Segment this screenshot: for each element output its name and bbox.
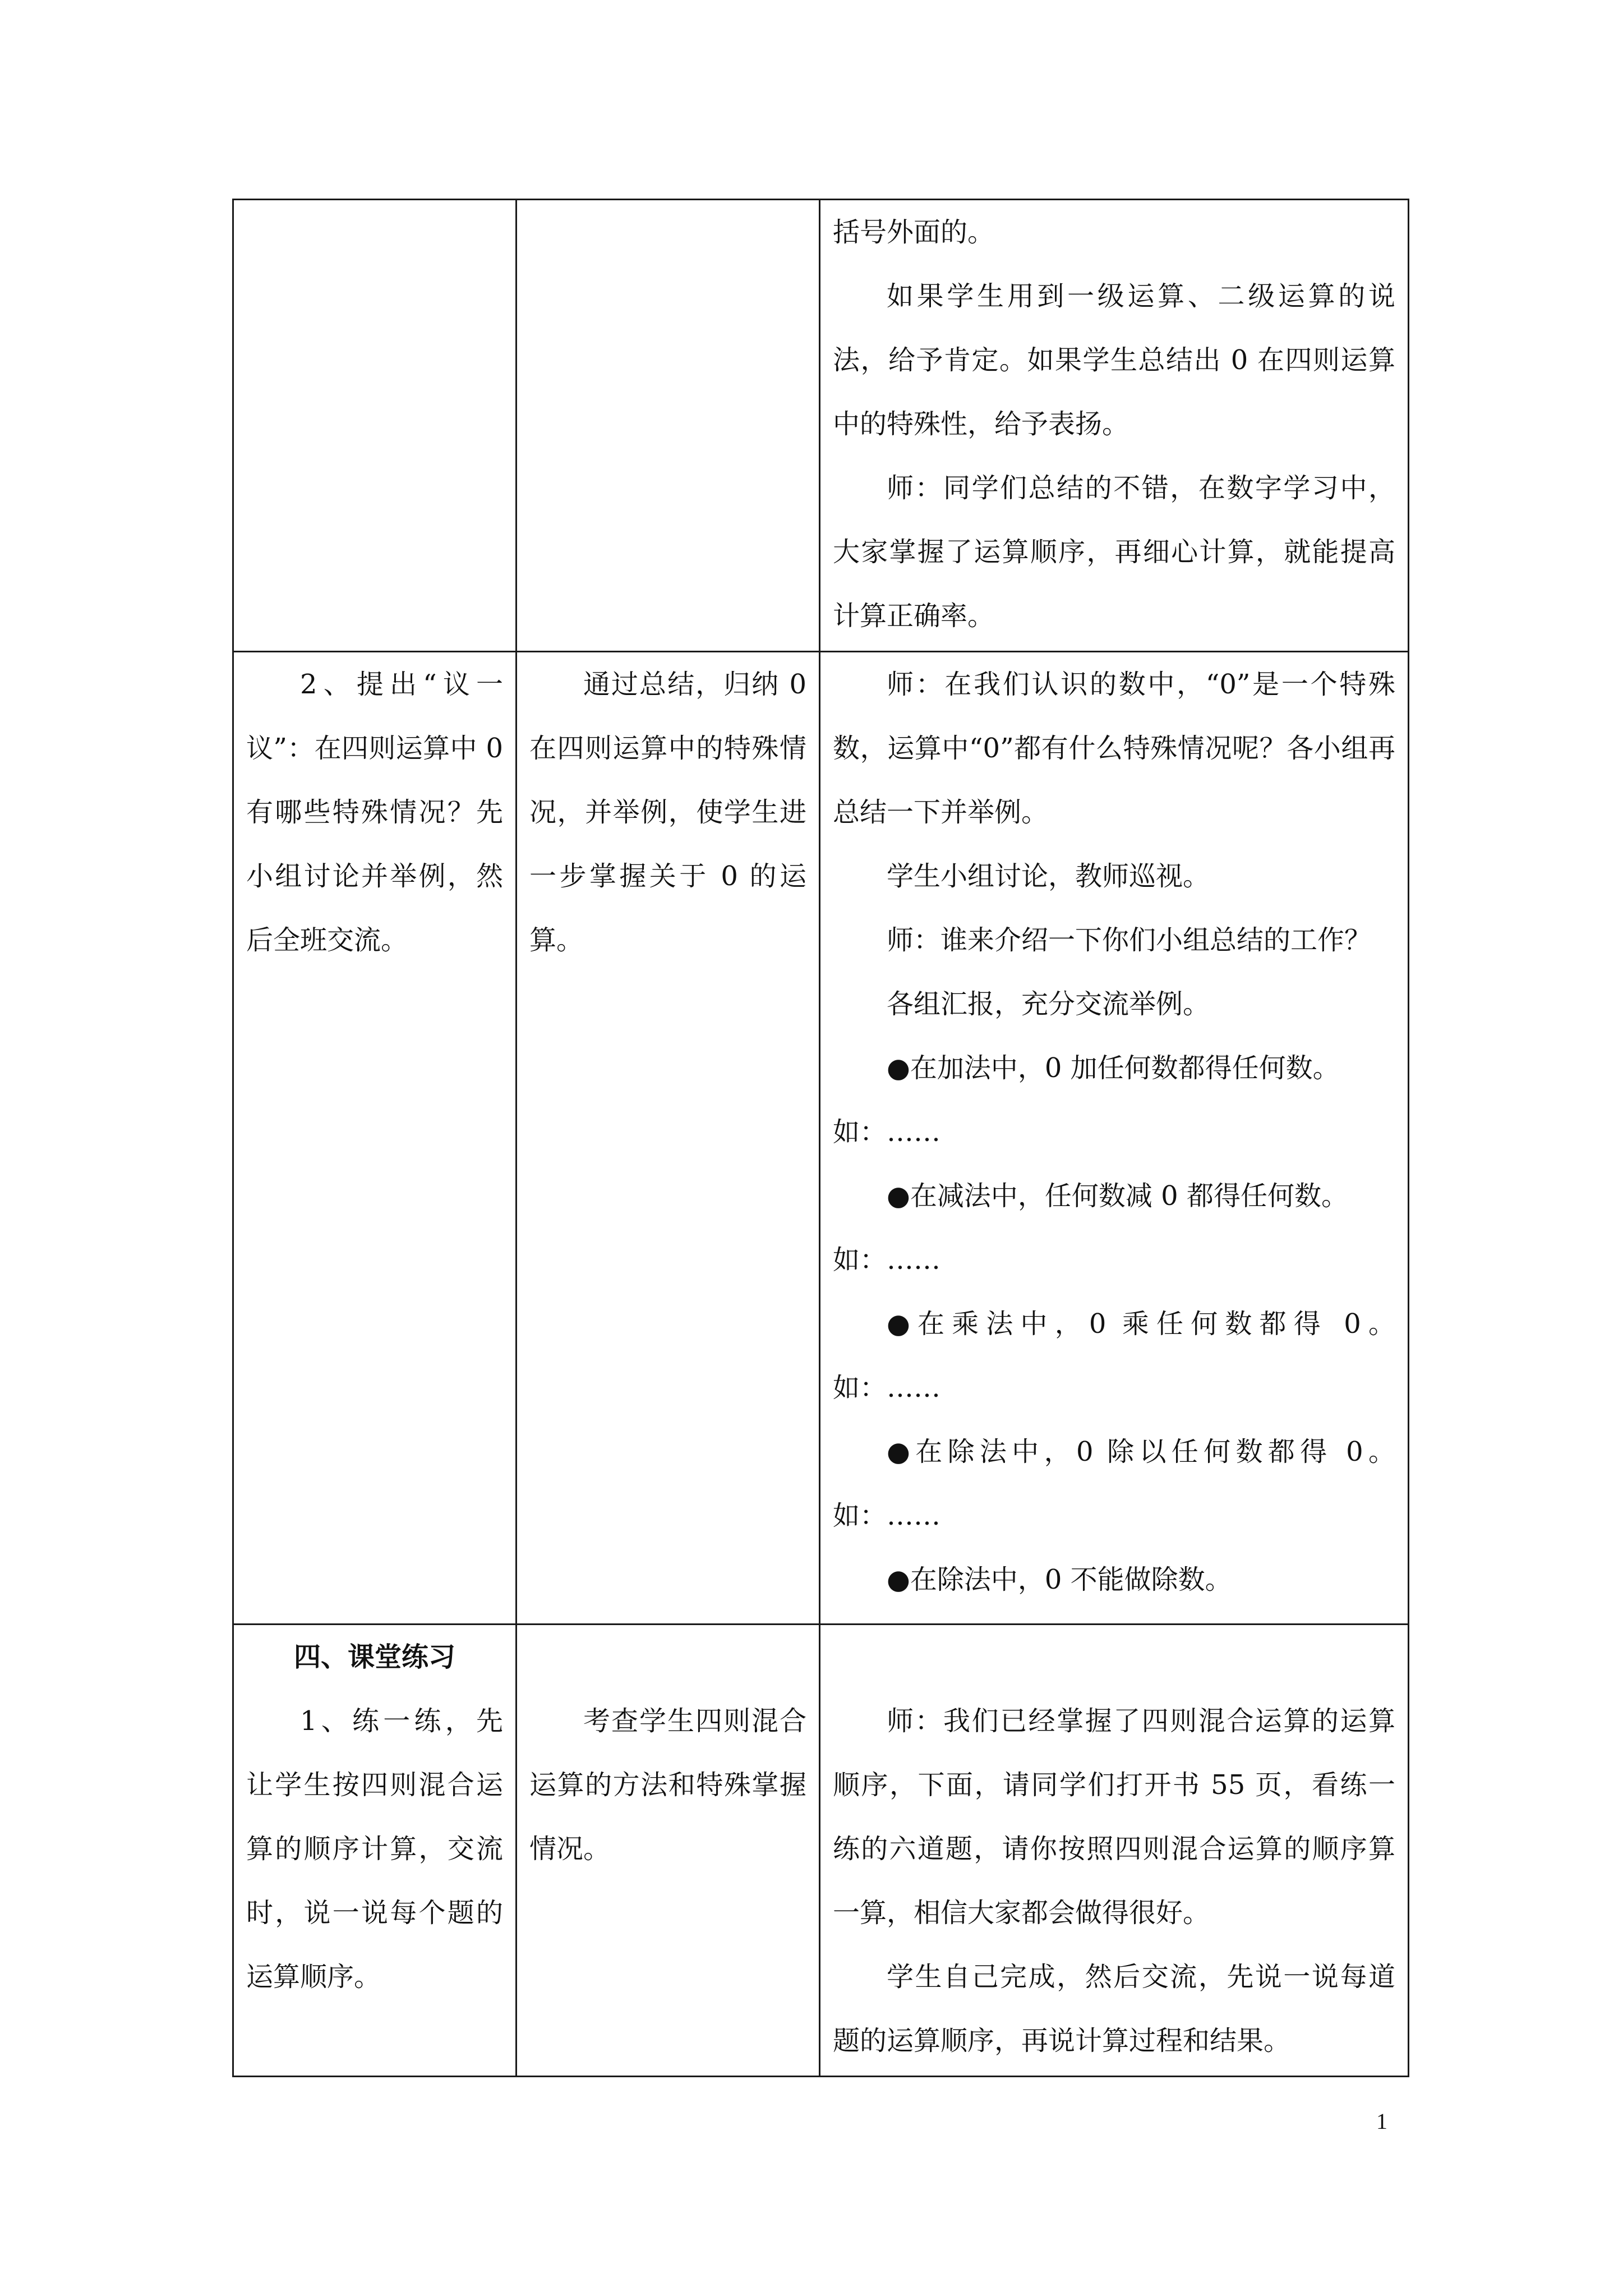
paragraph: 师：我们已经掌握了四则混合运算的运算顺序，下面，请同学们打开书 55 页，看练一练的六道题，请你按照四则混合运算的顺序算一算，相信大家都会做得很好。 [833,1705,1395,1929]
page-number: 1 [1376,2109,1387,2134]
cell-activity-2 [820,652,1409,1625]
section-heading: 四、课堂练习 [293,1641,455,1673]
cell-intent-2 [517,652,820,1625]
paragraph: 括号外面的。 [833,217,995,248]
rule-division: ●在除法中，0 除以任何数都得 0。 [887,1436,1395,1467]
cell-process-2 [233,652,517,1625]
paragraph: 各组汇报，充分交流举例。 [887,988,1210,1020]
rule-multiplication: ●在乘法中，0 乘任何数都得 0。 [887,1308,1395,1340]
rule-divisor: ●在除法中，0 不能做除数。 [887,1564,1232,1595]
paragraph: 师：在我们认识的数中，“0”是一个特殊数，运算中“0”都有什么特殊情况呢？各小组再总结一下并举例。 [833,669,1395,828]
paragraph: 师：同学们总结的不错，在数字学习中，大家掌握了运算顺序，再细心计算，就能提高计算正确率。 [833,472,1395,632]
paragraph: 师：谁来介绍一下你们小组总结的工作？ [887,924,1372,956]
example: 如：…… [833,1500,941,1531]
paragraph: 学生自己完成，然后交流，先说一说每道题的运算顺序，再说计算过程和结果。 [833,1961,1395,2056]
example: 如：…… [833,1244,941,1276]
table-row [233,200,1409,652]
cell-activity-3 [820,1625,1409,2077]
cell-process-3 [233,1625,517,2077]
paragraph: 通过总结，归纳 0 在四则运算中的特殊情况，并举例，使学生进一步掌握关于 0 的运算。 [529,669,806,956]
paragraph: 学生小组讨论，教师巡视。 [887,861,1210,892]
paragraph: 1、练一练，先让学生按四则混合运算的顺序计算，交流时，说一说每个题的运算顺序。 [246,1705,503,1993]
cell-activity-1 [820,200,1409,652]
rule-addition: ●在加法中，0 加任何数都得任何数。 [887,1052,1340,1084]
example: 如：…… [833,1372,941,1404]
example: 如：…… [833,1116,941,1148]
paragraph: 考查学生四则混合运算的方法和特殊掌握情况。 [529,1705,806,1865]
table-row [233,1625,1409,2077]
table-row [233,652,1409,1625]
paragraph: 2、提出“议一议”：在四则运算中 0 有哪些特殊情况？先小组讨论并举例，然后全班交流。 [246,669,503,956]
paragraph: 如果学生用到一级运算、二级运算的说法，给予肯定。如果学生总结出 0 在四则运算中的特殊性，给予表扬。 [833,280,1395,440]
cell-process-1 [233,200,517,652]
rule-subtraction: ●在减法中，任何数减 0 都得任何数。 [887,1180,1348,1212]
lesson-plan-table [232,199,1409,2077]
cell-intent-1 [517,200,820,652]
cell-intent-3 [517,1625,820,2077]
